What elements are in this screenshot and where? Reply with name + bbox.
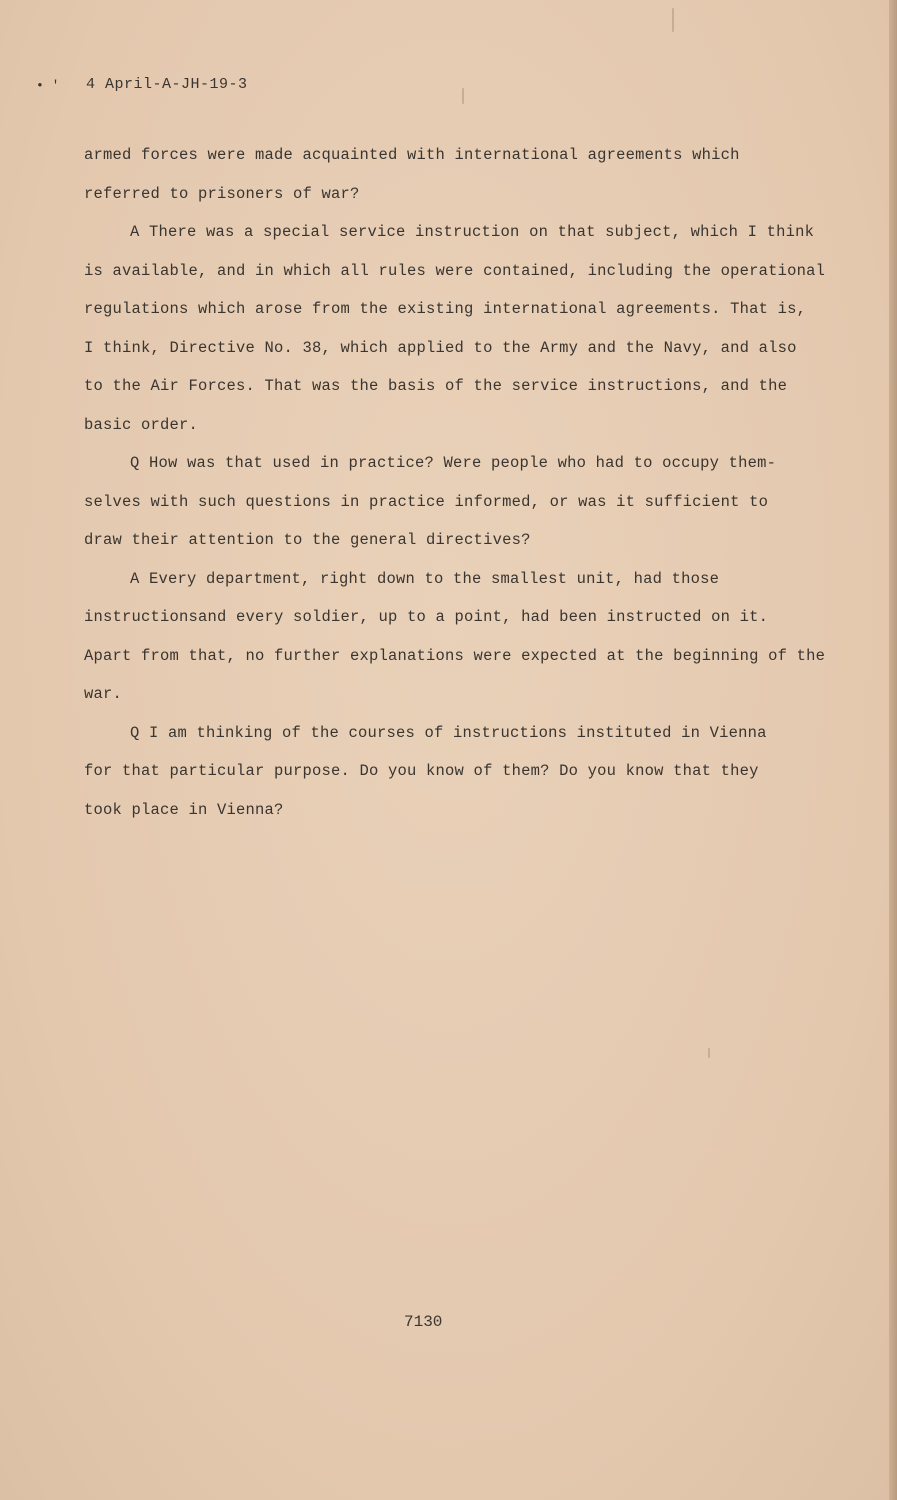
page-edge (889, 0, 897, 1500)
text-line: Apart from that, no further explanations were expected at the beginning of the (84, 646, 826, 665)
text-line: I think, Directive No. 38, which applied to the Army and the Navy, and also (84, 338, 797, 357)
text-line: for that particular purpose. Do you know of them? Do you know that they (84, 762, 759, 780)
transcript-body (84, 136, 854, 829)
text-line: referred to prisoners of war? (84, 184, 360, 203)
text-line: to the Air Forces. That was the basis of the service instructions, and the (84, 377, 788, 395)
paper-mark (708, 1048, 710, 1058)
paper-mark (672, 8, 674, 32)
text-line: war. (84, 685, 123, 703)
answer-line: A Every department, right down to the smallest unit, had those (130, 569, 720, 588)
text-line: selves with such questions in practice informed, or was it sufficient to (84, 492, 769, 511)
text-line: draw their attention to the general directives? (84, 531, 531, 549)
question-line: Q I am thinking of the courses of instructions instituted in Vienna (130, 723, 767, 742)
text-line: is available, and in which all rules were contained, including the operational (84, 261, 826, 280)
text-line: instructionsand every soldier, up to a point, had been instructed on it. (84, 608, 769, 626)
margin-marks: • ' (36, 78, 60, 93)
text-line: regulations which arose from the existing international agreements. That is, (84, 300, 807, 318)
document-reference: 4 April-A-JH-19-3 (86, 76, 248, 93)
text-line: took place in Vienna? (84, 800, 284, 819)
text-line: basic order. (84, 415, 199, 434)
paper-mark (462, 88, 464, 104)
question-line: Q How was that used in practice? Were people who had to occupy them- (130, 454, 777, 472)
answer-line: A There was a special service instruction on that subject, which I think (130, 223, 815, 241)
text-line: armed forces were made acquainted with international agreements which (84, 146, 740, 164)
page-number: 7130 (404, 1313, 443, 1331)
